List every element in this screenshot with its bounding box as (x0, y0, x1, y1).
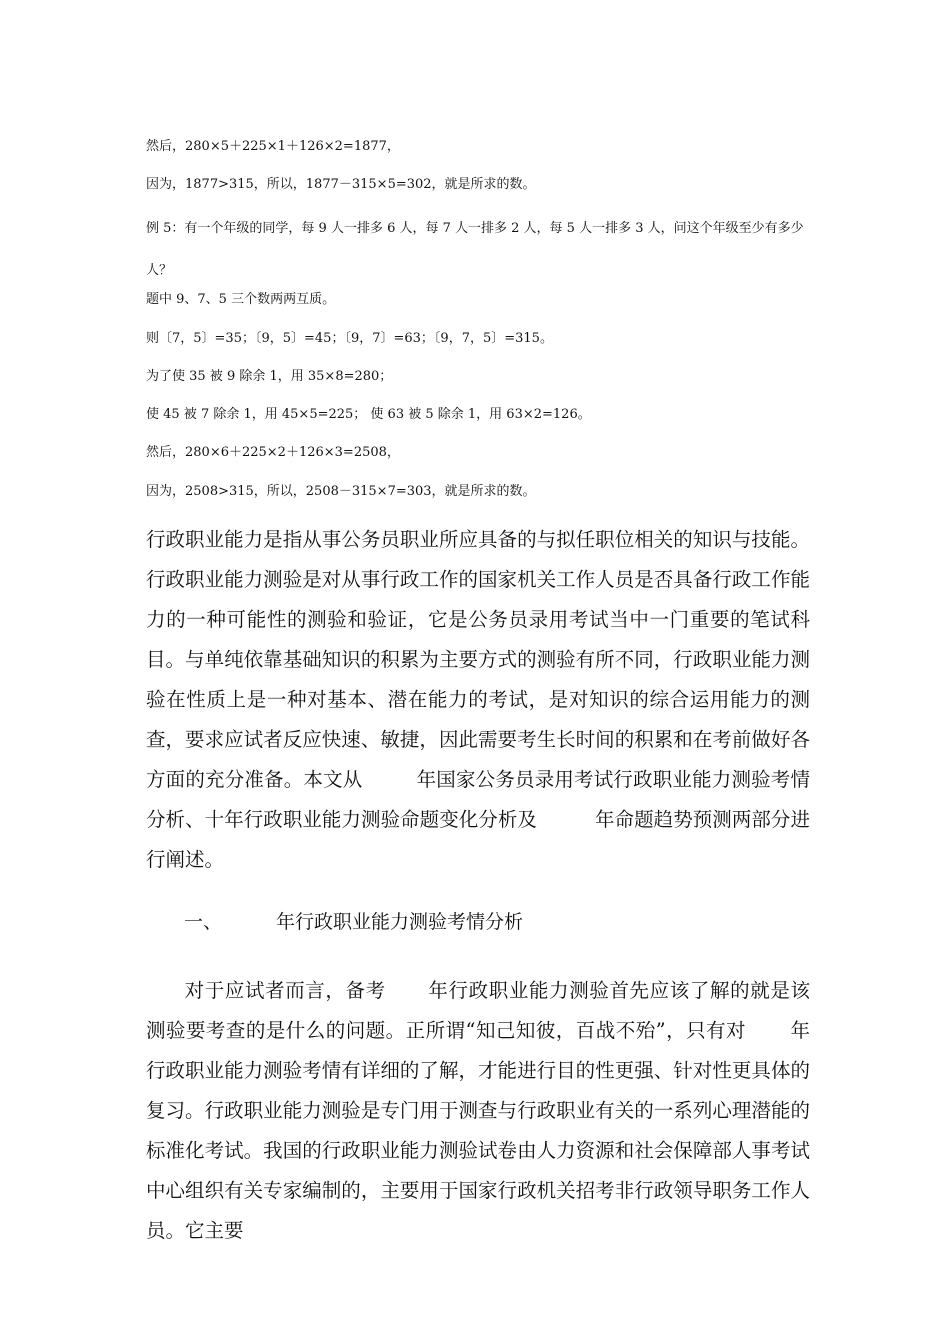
example-line-9: 因为，2508>315，所以，2508－315×7=303，就是所求的数。 (146, 484, 536, 499)
example-line-6: 为了使 35 被 9 除余 1，用 35×8=280； (146, 369, 393, 384)
body-text-2: 年行政职业能力测验首先应该了解的就是该测验要考查的是什么的问题。正所谓“知己知彼，百战不殆”，只有对 (146, 979, 810, 1042)
section-heading (184, 906, 523, 938)
example-line-2: 因为，1877>315，所以，1877－315×5=302，就是所求的数。 (146, 177, 536, 192)
example-line-1: 然后，280×5＋225×1＋126×2=1877， (146, 139, 400, 154)
example-line-4: 题中 9、7、5 三个数两两互质。 (146, 292, 336, 307)
example-line-3: 例 5：有一个年级的同学，每 9 人一排多 6 人，每 7 人一排多 2 人，每 5 人一排多 3 人，问这个年级至少有多少人？ (146, 221, 804, 278)
intro-text-3: 年命题趋势预测两部分进行阐述。 (146, 808, 810, 871)
section-number: 一、 (184, 911, 223, 933)
body-text-1: 对于应试者而言，备考 (184, 979, 386, 1002)
section-title: 年行政职业能力测验考情分析 (276, 911, 524, 933)
intro-text-2: 年国家公务员录用考试行政职业能力测验考情分析、十年行政职业能力测验命题变化分析及 (146, 768, 810, 831)
example-line-5: 则〔7，5〕=35；〔9，5〕=45；〔9，7〕=63；〔9，7，5〕=315。 (146, 331, 553, 346)
example-line-7: 使 45 被 7 除余 1，用 45×5=225； 使 63 被 5 除余 1，用 63×2=126。 (146, 407, 591, 422)
intro-paragraph (146, 520, 810, 880)
example-line-8: 然后，280×6＋225×2＋126×3=2508， (146, 445, 400, 460)
body-text-3: 年行政职业能力测验考情有详细的了解，才能进行目的性更强、针对性更具体的复习。行政职业能力测验是专门用于测查与行政职业有关的一系列心理潜能的标准化考试。我国的行政职业能力测验试卷由人力资源和社会保障部人事考试中心组织有关专家编制的，主要用于国家行政机关招考非行政领导职务工作人员。它主要 (146, 1019, 810, 1242)
body-paragraph (146, 971, 810, 1251)
intro-text-1: 行政职业能力是指从事公务员职业所应具备的与拟任职位相关的知识与技能。行政职业能力测验是对从事行政工作的国家机关工作人员是否具备行政工作能力的一种可能性的测验和验证，它是公务员录用考试当中一门重要的笔试科目。与单纯依靠基础知识的积累为主要方式的测验有所不同，行政职业能力测验在性质上是一种对基本、潜在能力的考试，是对知识的综合运用能力的测查，要求应试者反应快速、敏捷，因此需要考生长时间的积累和在考前做好各方面的充分准备。本文从 (146, 528, 810, 791)
